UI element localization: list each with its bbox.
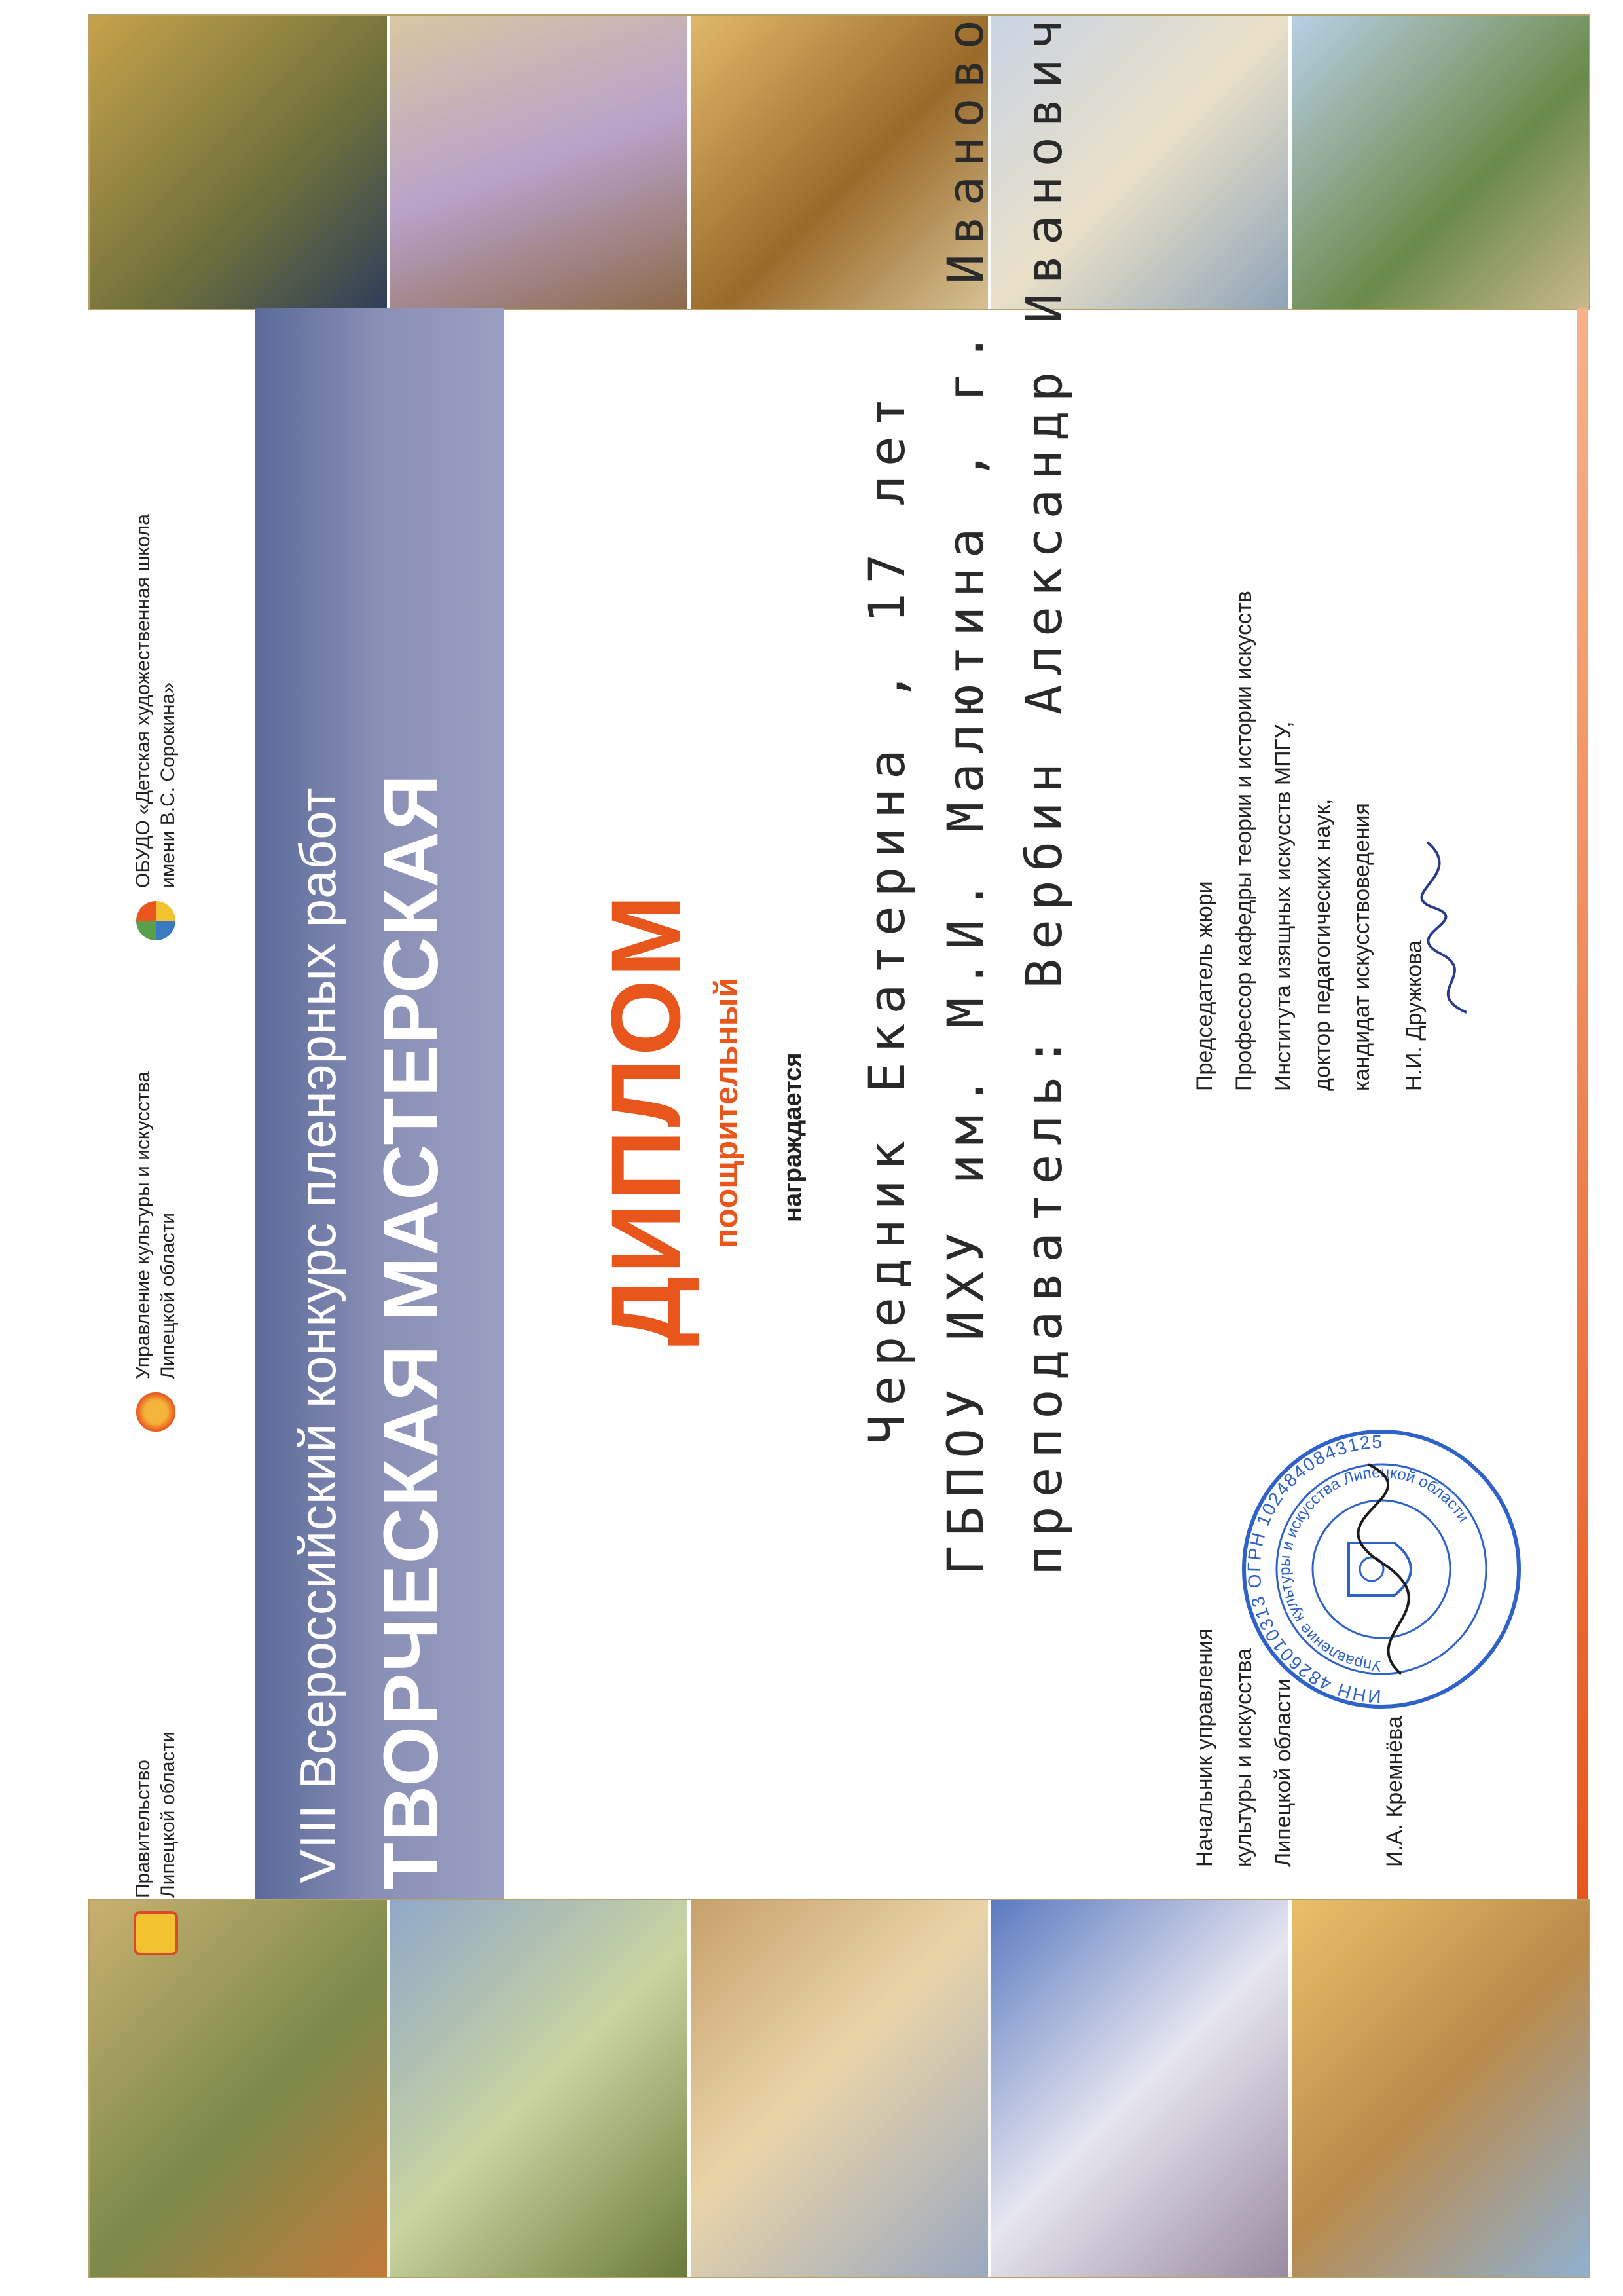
- awarded-label: награждается: [779, 1052, 807, 1222]
- seal-emblem-icon: [1349, 1543, 1411, 1595]
- handwritten-signature: [1408, 836, 1496, 1019]
- signatory-title-line: Института изящных искусств МПГУ,: [1271, 721, 1296, 1091]
- contest-name: ТВОРЧЕСКАЯ МАСТЕРСКАЯ: [368, 773, 454, 1890]
- sponsor-line: Липецкой области: [157, 1731, 179, 1898]
- signatory-title-line: культуры и искусства: [1231, 1648, 1256, 1867]
- recipient-teacher: преподаватель: Вербин Александр Иванович: [1015, 10, 1073, 1576]
- signatory-title-line: доктор педагогических наук,: [1310, 798, 1335, 1091]
- signatory-right: [1185, 591, 1434, 1091]
- sponsor-line: имени В.С. Сорокина»: [157, 682, 179, 888]
- recipient-school: ГБПОУ ИХУ им. М.И. Малютина , г. Иваново: [936, 10, 994, 1576]
- palette-icon: [136, 901, 175, 940]
- signatory-name: И.А. Кремнёва: [1382, 1716, 1407, 1867]
- signatory-title-line: Профессор кафедры теории и истории искусств: [1231, 591, 1256, 1091]
- sponsor-line: Правительство: [132, 1760, 154, 1898]
- sponsor-line: Липецкой области: [157, 1212, 179, 1379]
- signatory-title-line: Начальник управления: [1192, 1628, 1217, 1867]
- sponsor-line: Управление культуры и искусства: [132, 1071, 154, 1379]
- diploma-subtitle: поощрительный: [708, 977, 744, 1248]
- contest-title: VIII Всероссийский конкурс пленэрных работ: [289, 787, 346, 1883]
- official-seal: [1237, 1425, 1529, 1713]
- coat-of-arms-icon: [134, 1911, 178, 1955]
- sponsor-culture-department: [131, 1071, 181, 1432]
- signatory-title-line: Липецкой области: [1271, 1678, 1296, 1867]
- sponsor-government: [131, 1731, 181, 1955]
- seal-inner-text: Управление культуры и искусства Липецкой области: [1275, 1463, 1473, 1675]
- signatory-name: Н.И. Дружкова: [1402, 940, 1427, 1091]
- sponsor-art-school: [131, 514, 181, 940]
- signatory-title-line: кандидат искусствоведения: [1349, 803, 1374, 1091]
- culture-department-icon: [136, 1392, 175, 1432]
- signatory-title-line: Председатель жюри: [1192, 881, 1217, 1091]
- recipient-name: Чередник Екатерина , 17 лет: [858, 388, 916, 1445]
- seal-outer-text: ИНН 4826010313 ОГРН 1024840843125: [1243, 1431, 1384, 1707]
- svg-text:Управление культуры и искусств: [1276, 1464, 1472, 1675]
- sponsor-line: ОБУДО «Детская художественная школа: [132, 514, 154, 888]
- diploma-title: ДИПЛОМ: [591, 892, 701, 1346]
